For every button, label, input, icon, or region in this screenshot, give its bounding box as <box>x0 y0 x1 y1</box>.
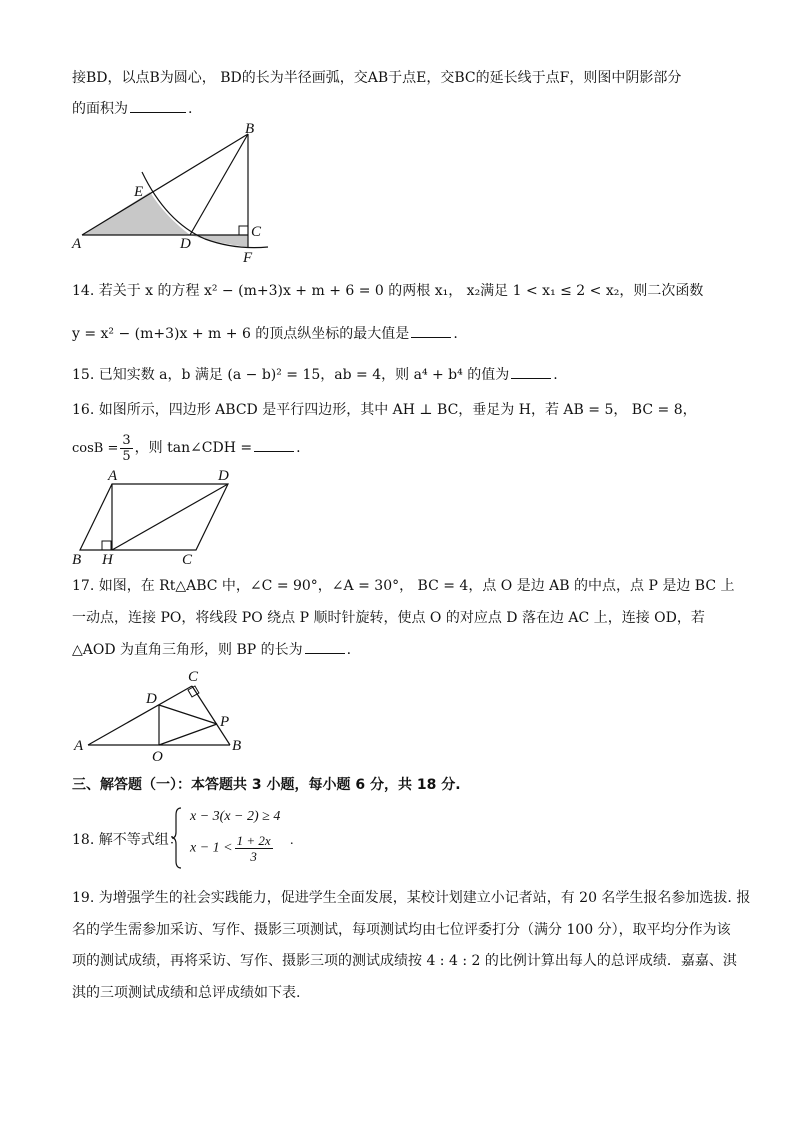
q16-line1 <box>72 400 697 420</box>
q16-line2 <box>72 430 301 467</box>
figure-17 <box>70 666 260 766</box>
segment-op <box>159 724 217 745</box>
q14-period: . <box>453 326 458 342</box>
q18-line <box>72 830 183 850</box>
answer-blank-17[interactable] <box>305 639 345 654</box>
q17-text-2: 一动点，连接 PO，将线段 PO 绕点 P 顺时针旋转，使点 O 的对应点 D 落在边 AC 上，连接 OD，若 <box>72 610 705 626</box>
inequality-2-left: x − 1 < <box>190 840 233 856</box>
q18-number: 18. <box>72 832 95 848</box>
q17-line2 <box>72 608 705 628</box>
q18-period: . <box>290 833 294 848</box>
segment-bd <box>190 134 248 235</box>
q19-text-4: 淇的三项测试成绩和总评成绩如下表. <box>72 985 301 1001</box>
label-d: D <box>146 691 157 707</box>
label-a: A <box>72 236 82 252</box>
figure-13 <box>70 120 280 270</box>
brace-icon <box>172 807 182 869</box>
answer-blank-15[interactable] <box>511 364 551 379</box>
q16-cos-num: 3 <box>122 432 131 448</box>
ineq-num: 1 + 2x <box>236 833 271 848</box>
ineq-den: 3 <box>250 849 257 864</box>
label-a: A <box>74 738 84 754</box>
q17-line1 <box>72 576 735 596</box>
answer-blank-16[interactable] <box>254 437 294 452</box>
q17-text-1: 如图，在 Rt△ABC 中，∠C = 90°，∠A = 30°， BC = 4，点 O 是边 AB 的中点，点 P 是边 BC 上 <box>98 578 735 594</box>
label-c: C <box>182 552 193 568</box>
q16-cos-fraction <box>120 433 132 464</box>
inequality-2 <box>190 833 275 864</box>
right-angle-mark-c <box>239 226 248 235</box>
answer-blank-13[interactable] <box>130 98 186 113</box>
label-c: C <box>251 224 262 240</box>
label-f: F <box>243 250 253 266</box>
label-h: H <box>102 552 113 568</box>
q19-line1 <box>72 888 750 908</box>
q16-text-1: 如图所示，四边形 ABCD 是平行四边形，其中 AH ⊥ BC，垂足为 H，若 AB = 5， BC = 8， <box>98 402 697 418</box>
q15-period: . <box>553 367 558 383</box>
label-c: C <box>188 669 199 685</box>
q19-text-2: 名的学生需参加采访、写作、摄影三项测试，每项测试均由七位评委打分（满分 100 分），取平均分作为该 <box>72 922 731 938</box>
figure-16 <box>70 468 240 568</box>
q13-text-2: 的面积为 <box>72 101 128 117</box>
segment-dp <box>159 705 217 724</box>
q19-text-3: 项的测试成绩，再将采访、写作、摄影三项的测试成绩按 4 : 4 : 2 的比例计算出每人的总评成绩．嘉嘉、淇 <box>72 953 737 969</box>
label-d: D <box>218 468 229 484</box>
q15-text: 已知实数 a，b 满足 (a − b)² = 15，ab = 4，则 a⁴ + b⁴ 的值为 <box>98 367 510 383</box>
answer-blank-14[interactable] <box>411 323 451 338</box>
inequality-1: x − 3(x − 2) ≥ 4 <box>190 809 281 824</box>
label-b: B <box>232 738 242 754</box>
q19-text-1: 19. 为增强学生的社会实践能力，促进学生全面发展，某校计划建立小记者站，有 20 名学生报名参加选拔. 报 <box>72 890 751 906</box>
q19-line2 <box>72 920 731 940</box>
q17-period: . <box>346 642 352 658</box>
q17-number: 17. <box>72 578 95 594</box>
q15-line <box>72 364 558 385</box>
q18-prompt: 解不等式组： <box>98 832 183 848</box>
q16-period: . <box>296 440 301 456</box>
q14-line1 <box>72 281 703 301</box>
q13-period: . <box>188 101 193 117</box>
section-title: 三、解答题（一）：本答题共 3 小题，每小题 6 分，共 18 分. <box>72 777 461 793</box>
q14-text-2: y = x² − (m+3)x + m + 6 的顶点纵坐标的最大值是 <box>72 326 410 342</box>
q16-text-2: ，则 tan∠CDH = <box>134 440 253 456</box>
q16-cos-label: cosB = <box>72 441 119 456</box>
q13-text-line2 <box>72 98 192 119</box>
label-d: D <box>180 236 191 252</box>
section-heading <box>72 775 461 795</box>
q16-cos-den: 5 <box>122 448 131 464</box>
q14-text-1: 若关于 x 的方程 x² − (m+3)x + m + 6 = 0 的两根 x₁， x₂满足 1 < x₁ ≤ 2 < x₂，则二次函数 <box>98 283 704 299</box>
segment-ac <box>88 686 192 745</box>
inequality-system <box>172 807 312 871</box>
q13-text: 接BD，以点B为圆心， BD的长为半径画弧，交AB于点E，交BC的延长线于点F，则图中阴影部分 <box>72 70 682 86</box>
label-e: E <box>134 184 144 200</box>
q17-line3 <box>72 639 351 660</box>
label-b: B <box>245 121 255 137</box>
q15-number: 15. <box>72 367 95 383</box>
q19-line4 <box>72 983 300 1003</box>
right-angle-mark-h <box>102 541 111 550</box>
q14-number: 14. <box>72 283 95 299</box>
parallelogram-abcd <box>80 484 228 550</box>
label-p: P <box>220 714 230 730</box>
q16-number: 16. <box>72 402 95 418</box>
shaded-region-right <box>190 235 248 247</box>
segment-hd <box>112 484 228 550</box>
inequality-2-fraction <box>235 833 273 864</box>
label-b: B <box>72 552 82 568</box>
q13-text-line1 <box>72 68 681 88</box>
label-a: A <box>108 468 118 484</box>
q14-line2 <box>72 323 458 344</box>
q17-text-3: △AOD 为直角三角形，则 BP 的长为 <box>72 642 303 658</box>
label-o: O <box>152 749 163 765</box>
q19-line3 <box>72 951 737 971</box>
